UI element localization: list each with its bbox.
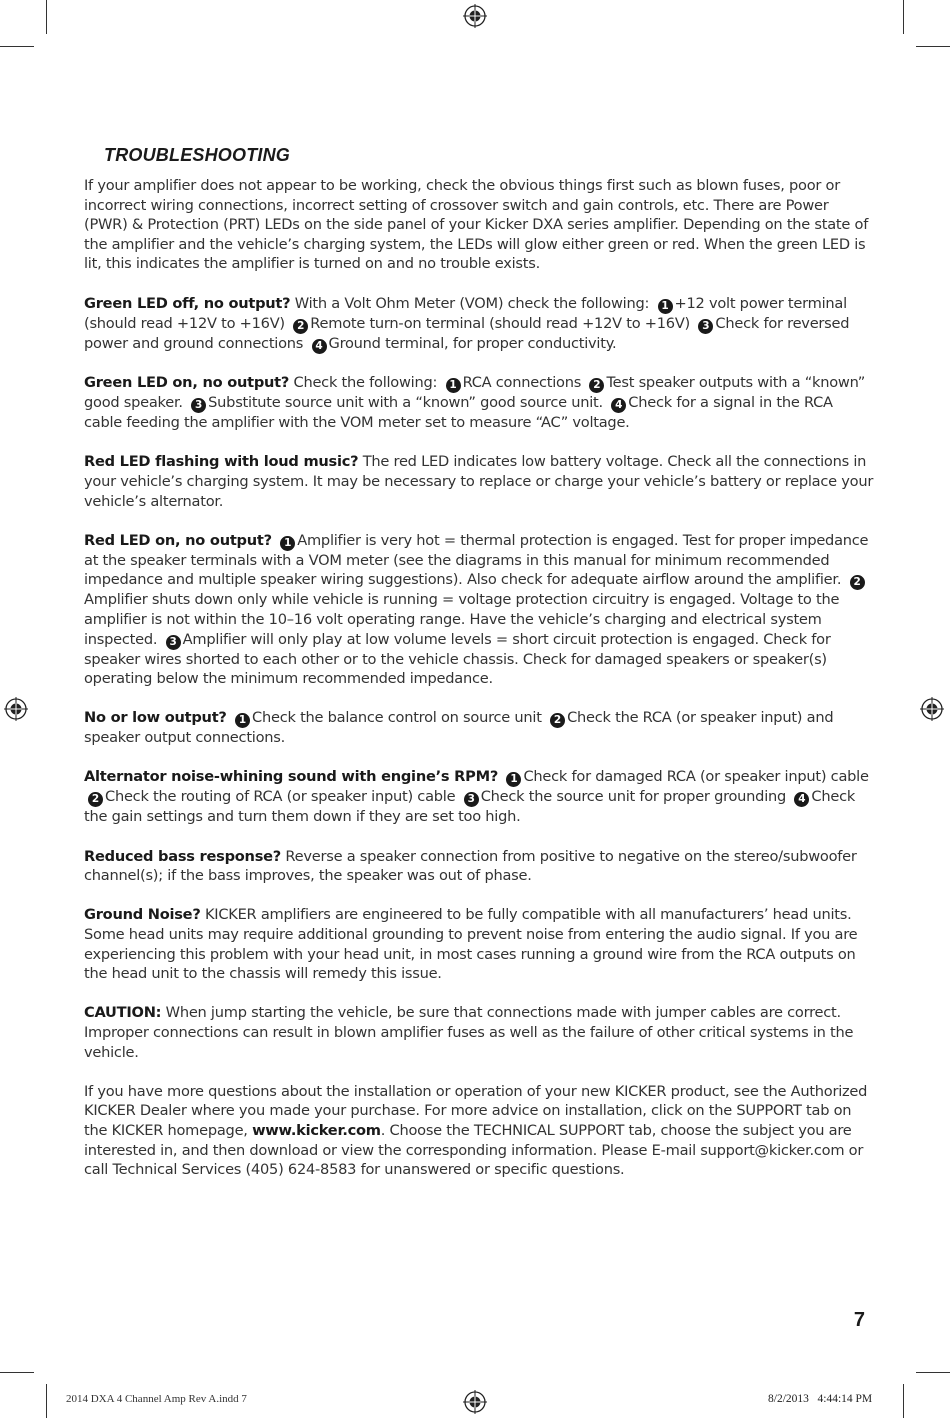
print-slug-time: 4:44:14 PM — [817, 1393, 873, 1405]
step-text: Remote turn-on terminal (should read +12V to +16V) — [310, 314, 691, 332]
step-number-icon: 3 — [191, 398, 206, 413]
red-led-flashing-paragraph — [84, 452, 874, 511]
registration-mark-icon — [463, 4, 487, 28]
step-text: Check the source unit for proper grounding — [480, 788, 787, 806]
section-text: Check the following: — [289, 374, 438, 392]
section-text: When jump starting the vehicle, be sure that connections made with jumper cables are correct. Improper connections can result in blown amplifier fuses as well as the failure of other critical systems in the vehicle. — [84, 1004, 854, 1061]
step-text: Check for a signal in the RCA cable feeding the amplifier with the VOM meter set to measure “AC” voltage. — [84, 394, 833, 432]
green-led-off-paragraph — [84, 294, 874, 354]
troubleshooting-body — [84, 176, 874, 1199]
section-text: With a Volt Ohm Meter (VOM) check the following: — [290, 294, 650, 312]
red-led-on-paragraph — [84, 531, 874, 689]
crop-mark-bottom-left-v — [46, 1384, 47, 1418]
step-text: Check the balance control on source unit — [252, 709, 542, 727]
print-slug-filename: 2014 DXA 4 Channel Amp Rev A.indd 7 — [66, 1393, 247, 1405]
alternator-noise-paragraph — [84, 767, 874, 827]
crop-mark-top-left-h — [0, 46, 34, 47]
section-heading: Red LED flashing with loud music? — [84, 453, 359, 471]
step-number-icon: 3 — [464, 792, 479, 807]
closing-text: . Choose the TECHNICAL SUPPORT tab, choose the subject you are interested in, and then download or view the corresponding information. Please E-mail support@kicker.com or call Technical Services (405) 624-8583 for unanswered or specific questions. — [84, 1121, 864, 1179]
crop-mark-bottom-left-h — [0, 1372, 34, 1373]
section-heading: No or low output? — [84, 709, 227, 727]
step-text: Amplifier shuts down only while vehicle is running = voltage protection circuitry is engaged. Voltage to the amplifier is not within the 10–16 volt operating range. Have the vehicle’s charging and electrical system inspected. — [84, 591, 840, 648]
kicker-website-link[interactable]: www.kicker.com — [252, 1121, 381, 1139]
low-output-paragraph — [84, 708, 874, 748]
registration-mark-icon — [4, 697, 28, 721]
step-text: Amplifier is very hot = thermal protection is engaged. Test for proper impedance at the speaker terminals with a VOM meter (see the diagrams in this manual for minimum recommended impedance and multiple speaker wiring suggestions). Also check for adequate airflow around the amplifier. — [84, 531, 869, 589]
caution-paragraph — [84, 1003, 874, 1062]
section-heading: Alternator noise-whining sound with engine’s RPM? — [84, 768, 499, 786]
section-text: The red LED indicates low battery voltage. Check all the connections in your vehicle’s charging system. It may be necessary to replace or charge your vehicle’s battery or replace your vehicle’s alternator. — [84, 453, 874, 510]
step-number-icon: 1 — [280, 536, 295, 551]
crop-mark-bottom-right-v — [903, 1384, 904, 1418]
step-text: RCA connections — [462, 374, 582, 392]
step-text: Substitute source unit with a “known” good source unit. — [208, 394, 603, 412]
step-text: +12 volt power terminal (should read +12V to +16V) — [84, 294, 847, 332]
ground-noise-paragraph — [84, 905, 874, 983]
step-text: Test speaker outputs with a “known” good speaker. — [84, 374, 866, 412]
green-led-on-paragraph — [84, 373, 874, 433]
step-number-icon: 2 — [550, 713, 565, 728]
section-text: KICKER amplifiers are engineered to be fully compatible with all manufacturers’ head units. Some head units may require additional grounding to prevent noise from entering the audio signal. If you are experiencing this problem with your head unit, in most cases running a ground wire from the RCA outputs on the head unit to the chassis will remedy this issue. — [84, 906, 858, 983]
print-slug-timestamp — [768, 1393, 872, 1405]
crop-mark-top-right-v — [903, 0, 904, 34]
section-heading: Green LED on, no output? — [84, 374, 290, 392]
step-number-icon: 2 — [293, 319, 308, 334]
page-title: TROUBLESHOOTING — [104, 145, 290, 165]
section-heading: Red LED on, no output? — [84, 531, 272, 549]
page-number: 7 — [853, 1309, 865, 1331]
step-number-icon: 4 — [611, 398, 626, 413]
registration-mark-icon — [463, 1390, 487, 1414]
step-number-icon: 2 — [88, 792, 103, 807]
reduced-bass-paragraph — [84, 847, 874, 886]
step-text: Ground terminal, for proper conductivity. — [328, 334, 617, 352]
step-text: Check the gain settings and turn them down if they are set too high. — [84, 788, 856, 826]
step-text: Check for reversed power and ground connections — [84, 314, 850, 352]
crop-mark-top-left-v — [46, 0, 47, 34]
registration-mark-icon — [920, 697, 944, 721]
section-heading: Ground Noise? — [84, 906, 201, 924]
step-text: Check for damaged RCA (or speaker input) cable — [523, 768, 869, 786]
step-number-icon: 2 — [589, 378, 604, 393]
step-number-icon: 1 — [506, 772, 521, 787]
step-number-icon: 2 — [850, 575, 865, 590]
step-number-icon: 4 — [794, 792, 809, 807]
step-number-icon: 1 — [446, 378, 461, 393]
step-text: Check the RCA (or speaker input) and speaker output connections. — [84, 709, 834, 747]
section-heading: Reduced bass response? — [84, 847, 281, 865]
step-text: Check the routing of RCA (or speaker input) cable — [105, 788, 456, 806]
step-number-icon: 1 — [235, 713, 250, 728]
step-number-icon: 4 — [312, 339, 327, 354]
print-slug-date: 8/2/2013 — [768, 1393, 809, 1405]
step-number-icon: 1 — [658, 299, 673, 314]
step-text: Amplifier will only play at low volume levels = short circuit protection is engaged. Check for speaker wires shorted to each other or to the vehicle chassis. Check for damaged speakers or speaker(s) operating below the minimum recommended impedance. — [84, 630, 831, 688]
closing-text: If you have more questions about the installation or operation of your new KICKER product, see the Authorized KICKER Dealer where you made your purchase. For more advice on installation, click on the SUPPORT tab on the KICKER homepage, — [84, 1082, 868, 1139]
section-text: Reverse a speaker connection from positive to negative on the stereo/subwoofer channel(s); if the bass improves, the speaker was out of phase. — [84, 847, 857, 885]
section-heading: Green LED off, no output? — [84, 294, 291, 312]
intro-paragraph: If your amplifier does not appear to be working, check the obvious things first such as blown fuses, poor or incorrect wiring connections, incorrect setting of crossover switch and gain controls, etc. There are Power (PWR) & Protection (PRT) LEDs on the side panel of your Kicker DXA series amplifier. Depending on the state of the amplifier and the vehicle’s charging system, the LEDs will glow either green or red. When the green LED is lit, this indicates the amplifier is turned on and no trouble exists. — [84, 177, 869, 273]
step-number-icon: 3 — [166, 635, 181, 650]
closing-paragraph — [84, 1082, 874, 1180]
step-number-icon: 3 — [698, 319, 713, 334]
crop-mark-bottom-right-h — [916, 1372, 950, 1373]
section-heading: CAUTION: — [84, 1004, 162, 1022]
crop-mark-top-right-h — [916, 46, 950, 47]
